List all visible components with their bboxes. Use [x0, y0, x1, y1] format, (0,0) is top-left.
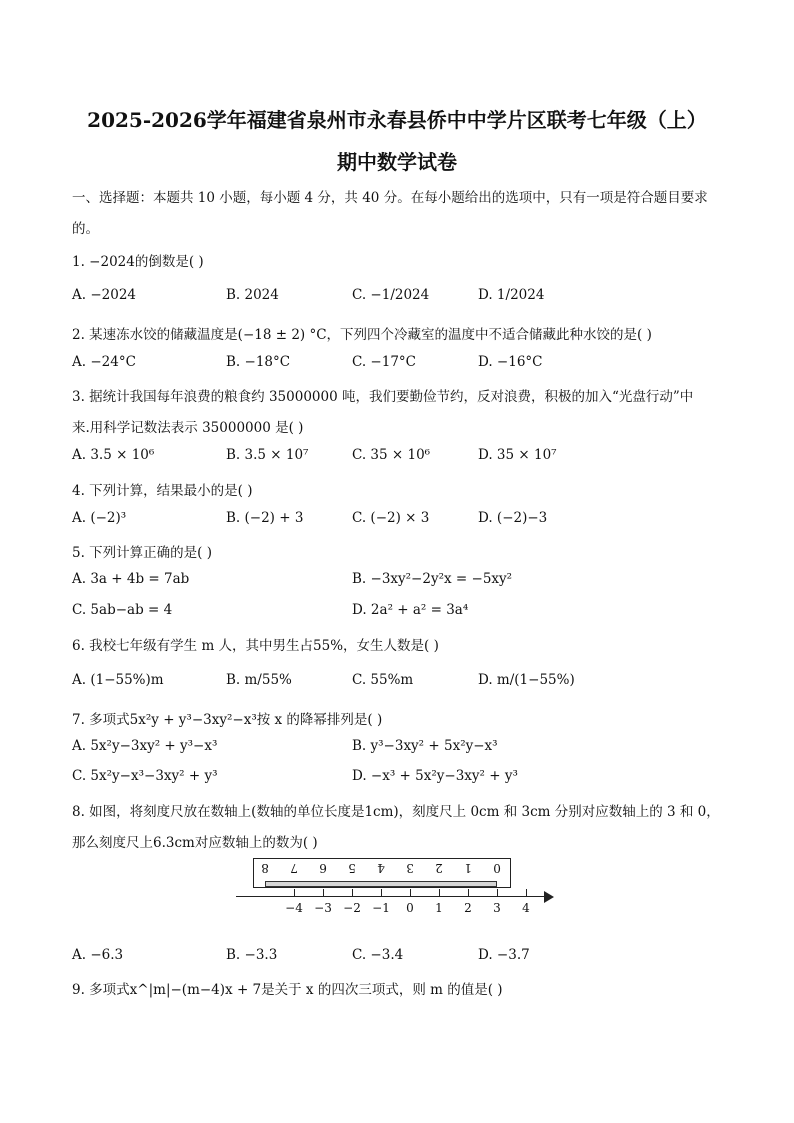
question-8-option-a: A. −6.3: [72, 947, 124, 963]
ruler-label: 7: [290, 861, 298, 875]
question-1-option-b: B. 2024: [226, 287, 279, 303]
question-6-stem: 6. 我校七年级有学生 m 人，其中男生占55%，女生人数是( ): [72, 638, 439, 654]
ruler-label: 2: [435, 861, 443, 875]
question-7-option-c: C. 5x²y−x³−3xy² + y³: [72, 768, 218, 784]
question-3-option-b: B. 3.5 × 10⁷: [226, 447, 309, 463]
question-3-option-a: A. 3.5 × 10⁶: [72, 447, 155, 463]
section-instructions-line1: 一、选择题：本题共 10 小题，每小题 4 分，共 40 分。在每小题给出的选项中，只有一项是符合题目要求: [72, 190, 708, 206]
question-4-option-a: A. (−2)³: [72, 510, 127, 526]
question-5-option-b: B. −3xy²−2y²x = −5xy²: [352, 571, 513, 587]
question-6-option-a: A. (1−55%)m: [72, 672, 164, 688]
question-7-option-b: B. y³−3xy² + 5x²y−x³: [352, 738, 498, 754]
question-8-stem-line2: 那么刻度尺上6.3cm对应数轴上的数为( ): [72, 835, 318, 851]
question-3-stem-line1: 3. 据统计我国每年浪费的粮食约 35000000 吨，我们要勤俭节约，反对浪费，积极的加入“光盘行动”中: [72, 389, 694, 405]
question-2-option-b: B. −18°C: [226, 354, 291, 370]
ruler-label: 8: [261, 861, 269, 875]
ruler-label: 4: [377, 861, 385, 875]
ruler-label: 5: [348, 861, 356, 875]
question-1-option-c: C. −1/2024: [352, 287, 430, 303]
question-8-stem-line1: 8. 如图，将刻度尺放在数轴上(数轴的单位长度是1cm)，刻度尺上 0cm 和 3cm 分别对应数轴上的 3 和 0，: [72, 804, 720, 820]
axis-tick-label: −3: [314, 901, 332, 915]
question-4-option-c: C. (−2) × 3: [352, 510, 430, 526]
question-6-option-d: D. m/(1−55%): [478, 672, 575, 688]
ruler-label: 3: [406, 861, 414, 875]
axis-tick: [323, 889, 324, 897]
ruler-on-number-line-figure: [236, 856, 562, 920]
ruler-bar: [265, 881, 497, 887]
question-4-option-b: B. (−2) + 3: [226, 510, 304, 526]
ruler-label: 0: [493, 861, 501, 875]
number-line-axis: [236, 896, 548, 897]
axis-tick-label: −2: [343, 901, 361, 915]
axis-tick: [410, 889, 411, 897]
question-5-option-c: C. 5ab−ab = 4: [72, 602, 173, 618]
ruler-label: 6: [319, 861, 327, 875]
question-3-stem-line2: 来.用科学记数法表示 35000000 是( ): [72, 420, 304, 436]
question-5-stem: 5. 下列计算正确的是( ): [72, 545, 212, 561]
question-8-option-d: D. −3.7: [478, 947, 530, 963]
exam-title-line1: 2025-2026学年福建省泉州市永春县侨中中学片区联考七年级（上）: [87, 108, 707, 132]
axis-tick-label: 2: [464, 901, 472, 915]
question-3-option-d: D. 35 × 10⁷: [478, 447, 557, 463]
question-5-option-d: D. 2a² + a² = 3a⁴: [352, 602, 469, 618]
question-2-stem: 2. 某速冻水饺的储藏温度是(−18 ± 2) °C，下列四个冷藏室的温度中不适合储藏此种水饺的是( ): [72, 327, 652, 343]
question-1-option-d: D. 1/2024: [478, 287, 545, 303]
axis-tick-label: 4: [522, 901, 530, 915]
axis-tick-label: −4: [285, 901, 303, 915]
number-line-arrow-icon: [544, 891, 554, 903]
question-7-option-a: A. 5x²y−3xy² + y³−x³: [72, 738, 218, 754]
question-1-option-a: A. −2024: [72, 287, 136, 303]
question-6-option-c: C. 55%m: [352, 672, 414, 688]
axis-tick-label: 1: [435, 901, 443, 915]
question-3-option-c: C. 35 × 10⁶: [352, 447, 431, 463]
question-4-option-d: D. (−2)−3: [478, 510, 548, 526]
question-8-option-b: B. −3.3: [226, 947, 278, 963]
question-4-stem: 4. 下列计算，结果最小的是( ): [72, 483, 253, 499]
axis-tick: [294, 889, 295, 897]
axis-tick-label: 0: [406, 901, 414, 915]
question-8-option-c: C. −3.4: [352, 947, 404, 963]
axis-tick: [352, 889, 353, 897]
axis-tick: [381, 889, 382, 897]
question-2-option-d: D. −16°C: [478, 354, 543, 370]
ruler-label: 1: [464, 861, 472, 875]
question-2-option-c: C. −17°C: [352, 354, 416, 370]
question-7-option-d: D. −x³ + 5x²y−3xy² + y³: [352, 768, 518, 784]
question-5-option-a: A. 3a + 4b = 7ab: [72, 571, 190, 587]
question-7-stem: 7. 多项式5x²y + y³−3xy²−x³按 x 的降幂排列是( ): [72, 712, 383, 728]
question-1-stem: 1. −2024的倒数是( ): [72, 254, 204, 270]
axis-tick: [526, 889, 527, 897]
question-9-stem: 9. 多项式x^|m|−(m−4)x + 7是关于 x 的四次三项式，则 m 的值是( ): [72, 982, 503, 998]
axis-tick-label: −1: [372, 901, 390, 915]
question-2-option-a: A. −24°C: [72, 354, 136, 370]
axis-tick: [468, 889, 469, 897]
exam-title-line2: 期中数学试卷: [337, 150, 457, 174]
question-6-option-b: B. m/55%: [226, 672, 292, 688]
axis-tick: [439, 889, 440, 897]
axis-tick: [497, 889, 498, 897]
axis-tick-label: 3: [493, 901, 501, 915]
section-instructions-line2: 的。: [72, 221, 99, 237]
